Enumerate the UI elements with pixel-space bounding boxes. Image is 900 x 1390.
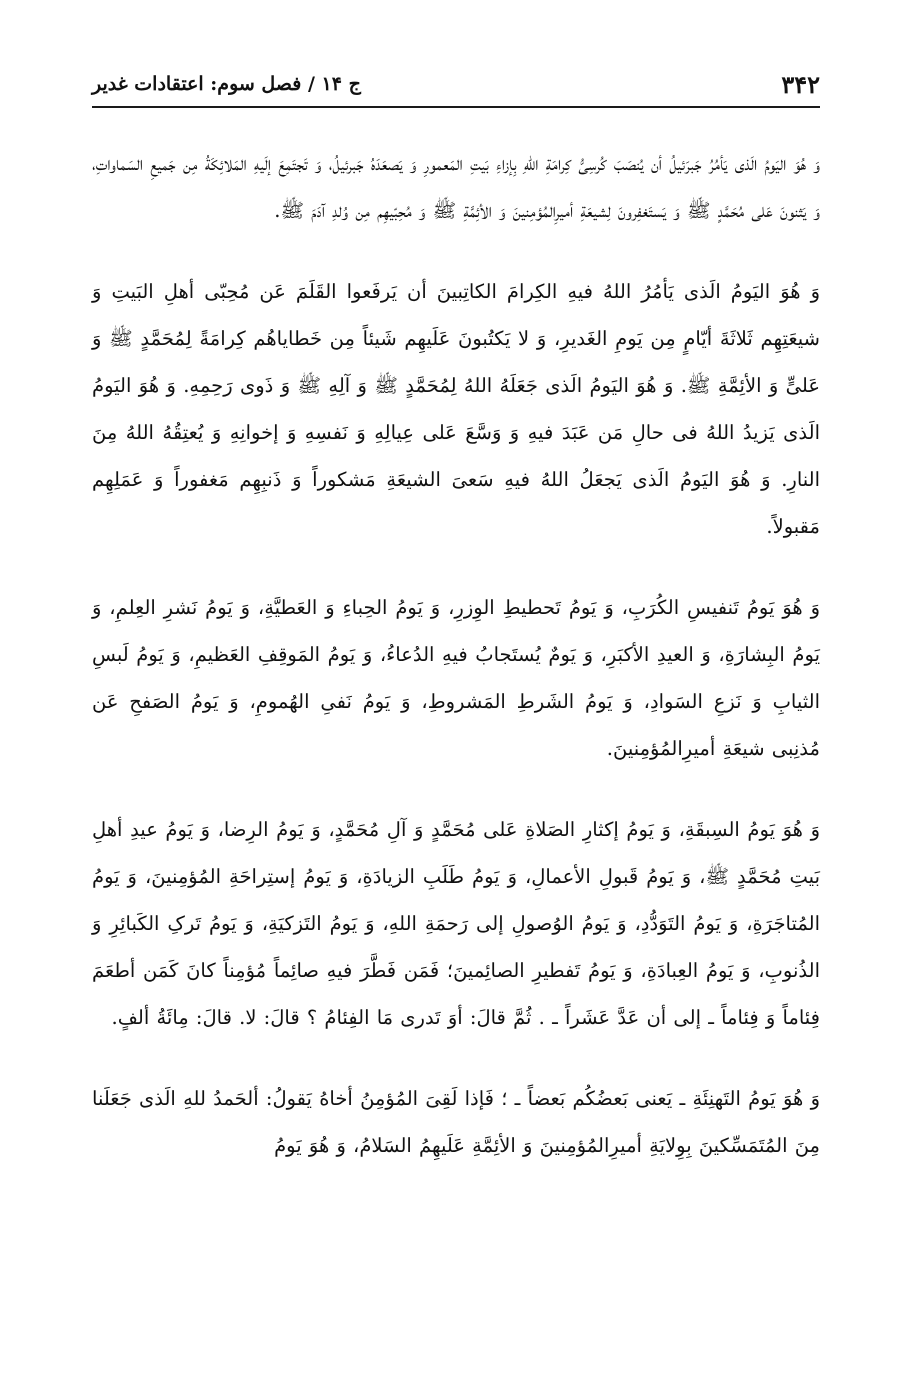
page-header [92,62,820,108]
paragraph-4: وَ هُوَ یَومُ السِبقَةِ، وَ یَومُ إکثارِ الصَلاةِ عَلی مُحَمَّدٍ وَ آلِ مُحَمَّدٍ، وَ یَومُ الرِضا، وَ یَومُ عیدِ أهلِ بَیتِ مُحَمَّدٍ ﷺ، وَ یَومُ قَبولِ الأعمالِ، وَ یَومُ طَلَبِ الزیادَةِ، وَ یَومُ إستِراحَةِ المُؤمِنینَ، وَ یَومُ المُتاجَرَةِ، وَ یَومُ التَوَدُّدِ، وَ یَومُ الوُصولِ إلی رَحمَةِ اللهِ، وَ یَومُ التَزکیَةِ، وَ یَومُ تَرکِ الکَبائِرِ وَ الذُنوبِ، وَ یَومُ العِبادَةِ، وَ یَومُ تَفطیرِ الصائِمینَ؛ فَمَن فَطَّرَ فیهِ صائِماً مُؤمِناً کانَ کَمَن أطعَمَ فِئاماً وَ فِئاماً ـ إلی أن عَدَّ عَشَراً ـ . ثُمَّ قالَ: أوَ تَدری مَا الفِئامُ ؟ قالَ: لا. قالَ: مِائَةُ ألفٍ. [92,818,820,1029]
paragraph-1: وَ هُوَ اليَومُ الَذی یَأمُرُ جَبرَئیلُ أن یُنصَبَ کُرسِیُّ کِرامَةِ اللهِ بِإزاءِ بَیتِ المَعمورِ وَ یَصعَدَهُ جَبرئیلُ، وَ تَجتَمِعَ إلَیهِ المَلائِکَةُ مِن جَمیعِ السَماواتِ، وَ یَثنونَ عَلی مُحَمَّدٍ ﷺ وَ یَستَغفِرونَ لِشیعَةِ أمیرِالمُؤمِنینَ وَ الأئِمَّةِ ﷺ وَ مُحِبّیهِم مِن وُلدِ آدَمَ ﷺ. [92,152,820,222]
paragraph-5: وَ هُوَ یَومُ التَهنِئَةِ ـ یَعنی بَعضُکُم بَعضاً ـ ؛ فَإذا لَقِیَ المُؤمِنُ أخاهُ یَقولُ: ألحَمدُ للهِ الَذی جَعَلَنا مِنَ المُتَمَسِّکینَ بِوِلایَةِ أمیرِالمُؤمِنینَ وَ الأئِمَّةِ عَلَیهِمُ السَلامُ، وَ هُوَ یَومُ [92,1087,820,1157]
page-number: ۳۴۲ [781,69,820,99]
paragraph-3: وَ هُوَ یَومُ تَنفیسِ الکُرَبِ، وَ یَومُ تَحطیطِ الوِزرِ، وَ یَومُ الحِباءِ وَ العَطیَّةِ، وَ یَومُ نَشرِ العِلمِ، وَ یَومُ البِشارَةِ، وَ العیدِ الأکبَرِ، وَ یَومٌ یُستَجابُ فیهِ الدُعاءُ، وَ یَومُ المَوقِفِ العَظیمِ، وَ یَومُ لَبسِ الثیابِ وَ نَزعِ السَوادِ، وَ یَومُ الشَرطِ المَشروطِ، وَ یَومُ نَفیِ الهُمومِ، وَ یَومُ الصَفحِ عَن مُذنِبی شیعَةِ أمیرِالمُؤمِنینَ. [92,596,820,760]
paragraph-2: وَ هُوَ اليَومُ الَذی یَأمُرُ اللهُ فیهِ الکِرامَ الکاتِبینَ أن یَرفَعوا القَلَمَ عَن مُحِبّی أهلِ البَیتِ وَ شیعَتِهِم ثَلاثَةَ أیّامٍ مِن یَومِ الغَدیرِ، وَ لا یَکتُبونَ عَلَیهِم شَیئاً مِن خَطایاهُم کِرامَةً لِمُحَمَّدٍ ﷺ وَ عَلیٍّ وَ الأئِمَّةِ ﷺ. وَ هُوَ اليَومُ الَذی جَعَلَهُ اللهُ لِمُحَمَّدٍ ﷺ وَ آلِهِ ﷺ وَ ذَوی رَحِمِهِ. وَ هُوَ اليَومُ الَذی یَزیدُ اللهُ فی حالِ مَن عَبَدَ فیهِ وَ وَسَّعَ عَلی عِیالِهِ وَ نَفسِهِ وَ إخوانِهِ وَ یُعتِقُهُ اللهُ مِنَ النارِ. وَ هُوَ اليَومُ الَذی یَجعَلُ اللهُ فیهِ سَعیَ الشیعَةِ مَشکوراً وَ ذَنبِهِم مَغفوراً وَ عَمَلِهِم مَقبولاً. [92,280,820,538]
running-title: ج ۱۴ / فصل سوم: اعتقادات غدیر [92,73,361,95]
page-body [92,140,820,1169]
